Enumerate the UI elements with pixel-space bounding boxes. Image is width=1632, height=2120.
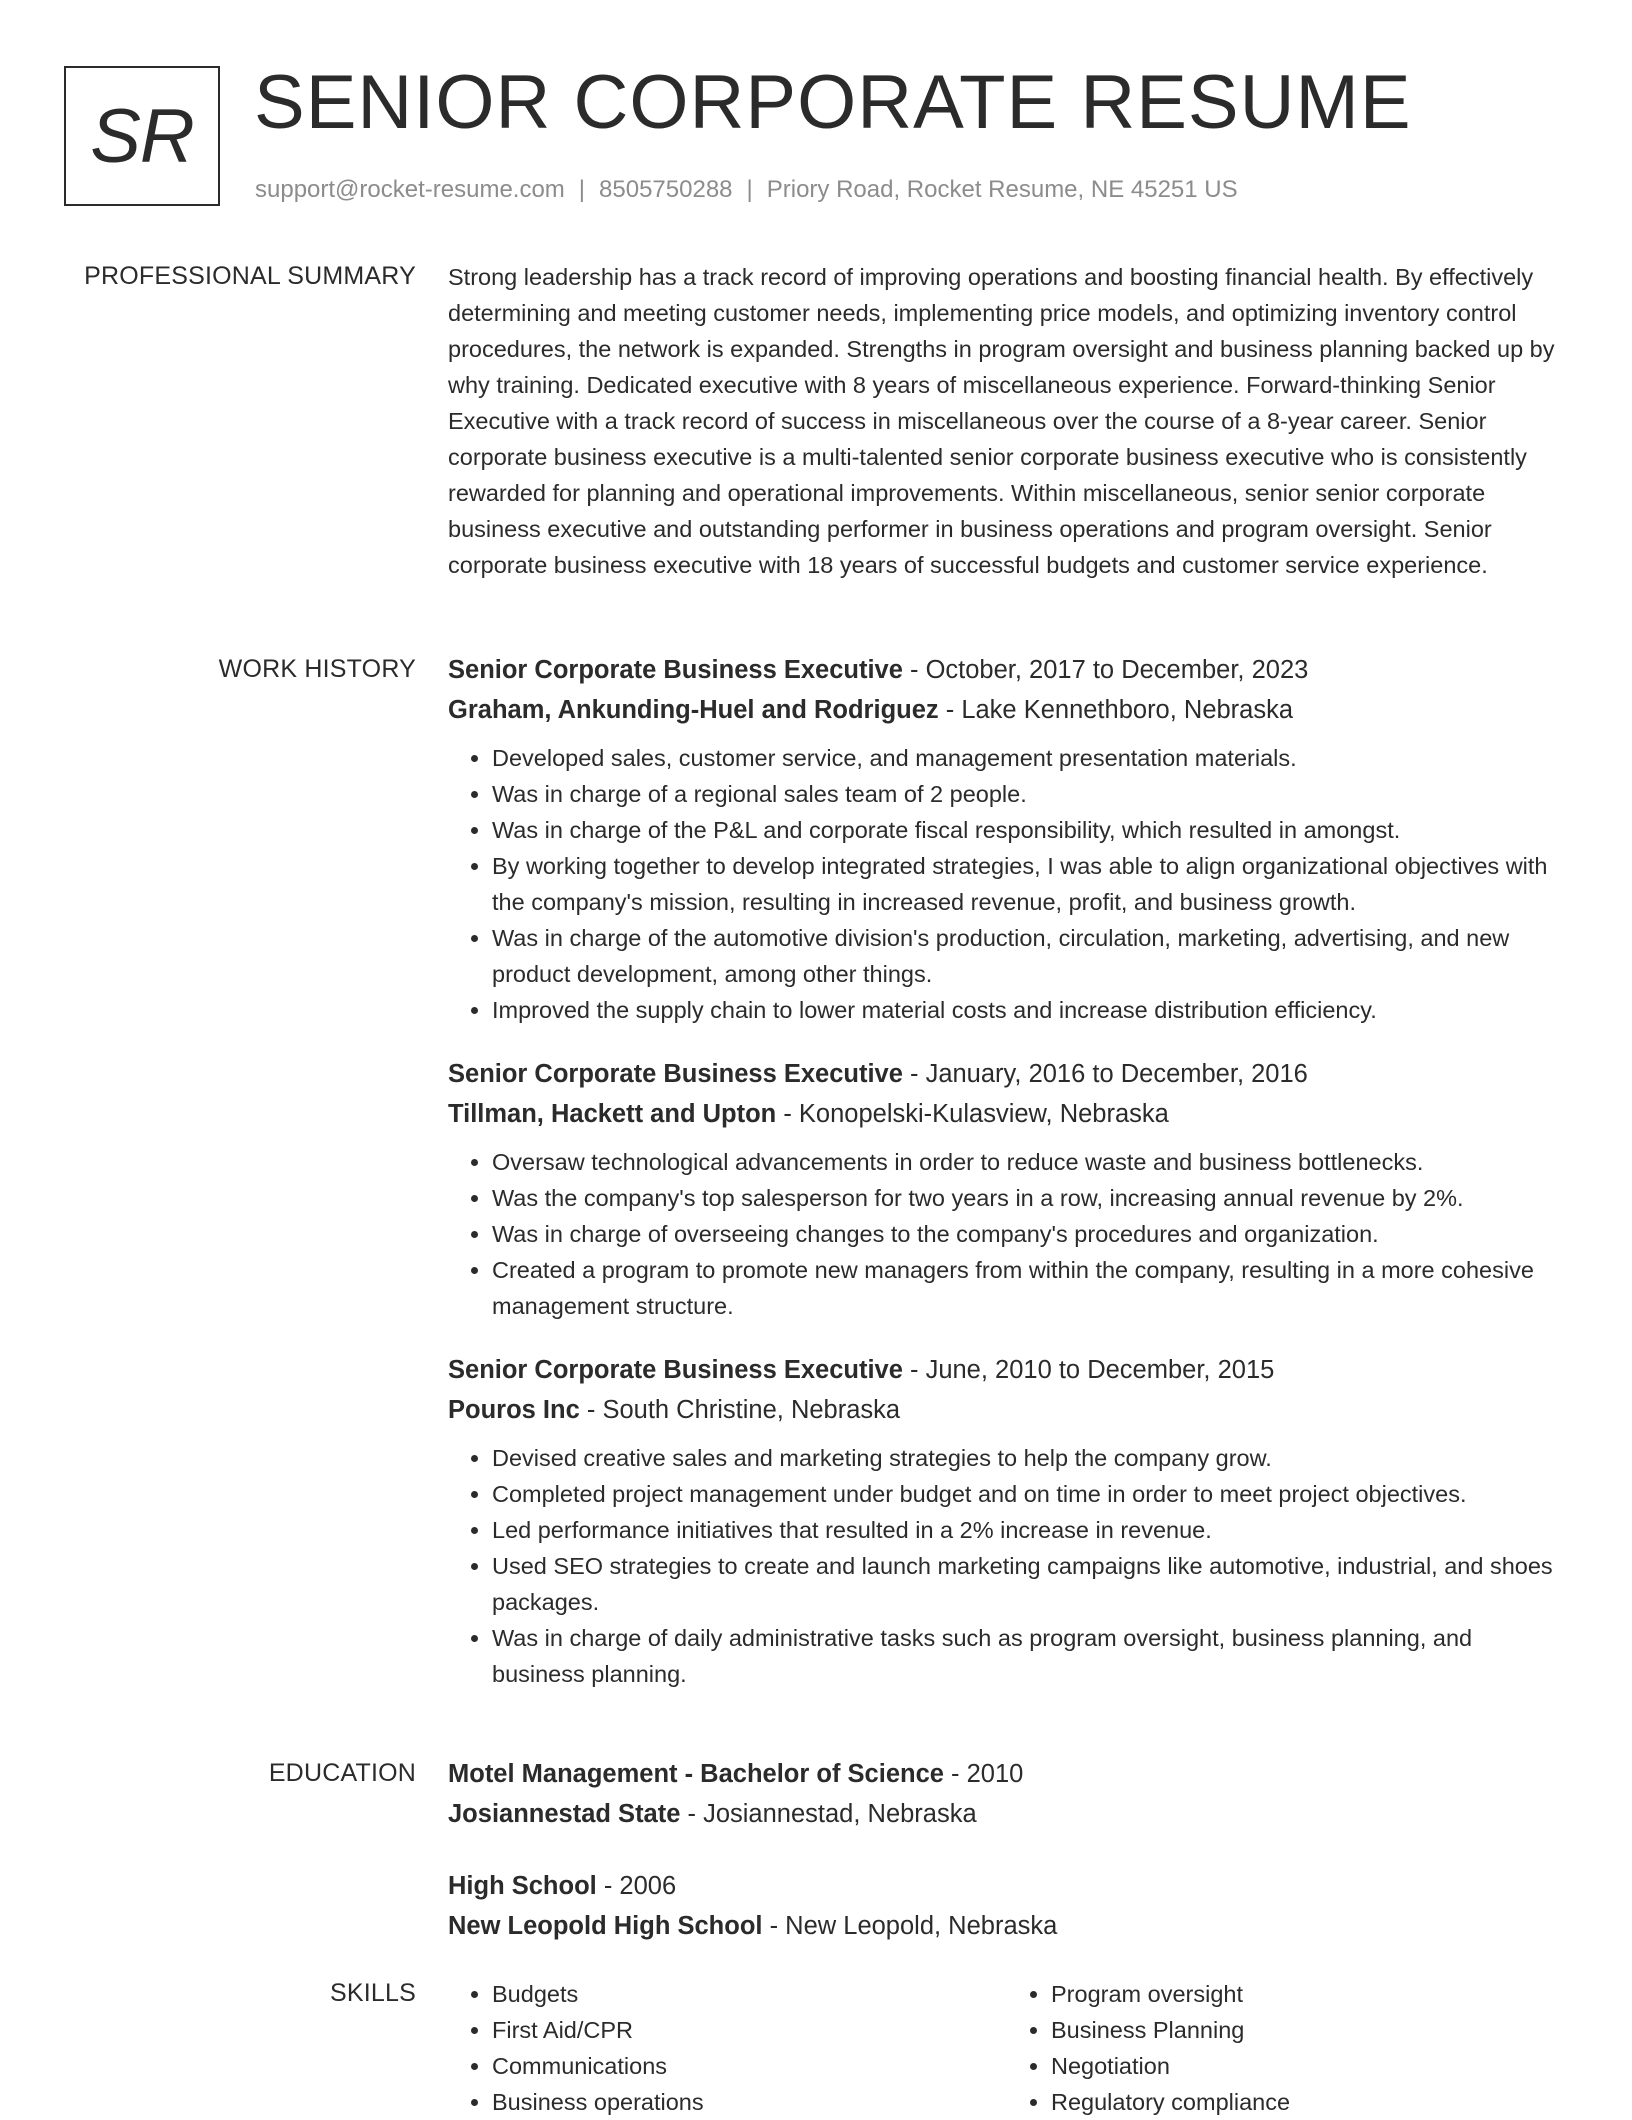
list-item: • Was in charge of daily administrative tasks such as program oversight, business planning, and business planning. — [492, 1620, 1566, 1692]
skill-item: • Negotiation — [1051, 2048, 1566, 2084]
skill-item: • Budgets — [492, 1976, 1007, 2012]
list-item: • Used SEO strategies to create and launch marketing campaigns like automotive, industrial, and shoes packages. — [492, 1548, 1566, 1620]
education-year: - 2010 — [943, 1760, 1024, 1788]
list-item: • Created a program to promote new managers from within the company, resulting in a more cohesive management structure. — [492, 1252, 1566, 1324]
resume-title: SENIOR CORPORATE RESUME — [254, 60, 1412, 145]
skill-item: • Regulatory compliance — [1051, 2084, 1566, 2120]
list-item: • Was in charge of a regional sales team of 2 people. — [492, 776, 1566, 812]
job-location: - Konopelski-Kulasview, Nebraska — [776, 1100, 1169, 1128]
education-school: Josiannestad State — [448, 1800, 681, 1828]
job-title: Senior Corporate Business Executive — [448, 1356, 903, 1384]
contact-line — [255, 174, 1238, 206]
job-title-line — [448, 1054, 1566, 1094]
education-degree-line — [448, 1754, 1566, 1794]
job-bullets — [448, 1440, 1566, 1692]
list-item: • Developed sales, customer service, and management presentation materials. — [492, 740, 1566, 776]
job-location: - Lake Kennethboro, Nebraska — [938, 696, 1294, 724]
summary-text: Strong leadership has a track record of improving operations and boosting financial health. By effectively determining and meeting customer needs, implementing price models, and optimizing inventory control procedures, the network is expanded. Strengths in program oversight and business planning backed up by why training. Dedicated executive with 8 years of miscellaneous experience. Forward-thinking Senior Executive with a track record of success in miscellaneous over the course of a 8-year career. Senior corporate business executive is a multi-talented senior corporate business executive who is consistently rewarded for planning and operational improvements. Within miscellaneous, senior senior corporate business executive and outstanding performer in business operations and program oversight. Senior corporate business executive with 18 years of successful budgets and customer service experience. — [448, 264, 1555, 578]
skill-item: • Communications — [492, 2048, 1007, 2084]
job-title: Senior Corporate Business Executive — [448, 1060, 903, 1088]
contact-phone[interactable]: 8505750288 — [599, 176, 733, 203]
job-bullets — [448, 740, 1566, 1028]
list-item: • Oversaw technological advancements in order to reduce waste and business bottlenecks. — [492, 1144, 1566, 1180]
education-year: - 2006 — [596, 1872, 677, 1900]
job-title: Senior Corporate Business Executive — [448, 656, 903, 684]
job-company-line — [448, 1390, 1566, 1430]
initials-monogram: SR — [64, 66, 220, 206]
job-company-line — [448, 690, 1566, 730]
education-degree-line — [448, 1866, 1566, 1906]
contact-separator: | — [578, 176, 586, 203]
job-entry — [448, 650, 1566, 1028]
contact-separator: | — [746, 176, 753, 203]
job-company-line — [448, 1094, 1566, 1134]
education-location: - New Leopold, Nebraska — [762, 1912, 1058, 1940]
education-degree: Motel Management - Bachelor of Science — [448, 1760, 944, 1788]
list-item: • Was the company's top salesperson for two years in a row, increasing annual revenue by 2%. — [492, 1180, 1566, 1216]
list-item: • Completed project management under budget and on time in order to meet project objectives. — [492, 1476, 1566, 1512]
job-dates: - October, 2017 to December, 2023 — [902, 656, 1309, 684]
education-entry — [448, 1866, 1566, 1946]
section-label-skills: SKILLS — [330, 1979, 416, 2007]
list-item: • Was in charge of the automotive division's production, circulation, marketing, advertising, and new product development, among other things. — [492, 920, 1566, 992]
section-label-education: EDUCATION — [268, 1759, 416, 1787]
section-label-work-history: WORK HISTORY — [218, 655, 416, 683]
skill-item: • Business Planning — [1051, 2012, 1566, 2048]
list-item: • By working together to develop integrated strategies, I was able to align organizational objectives with the company's mission, resulting in increased revenue, profit, and business growth. — [492, 848, 1566, 920]
job-entry — [448, 1350, 1566, 1692]
education-degree: High School — [448, 1872, 597, 1900]
list-item: • Was in charge of the P&L and corporate fiscal responsibility, which resulted in amongst. — [492, 812, 1566, 848]
contact-email[interactable]: support@rocket-resume.com — [255, 176, 565, 203]
education-school-line — [448, 1794, 1566, 1834]
job-entry — [448, 1054, 1566, 1324]
skills-grid — [448, 1976, 1566, 2120]
job-company: Graham, Ankunding-Huel and Rodriguez — [448, 696, 939, 724]
section-label-summary: PROFESSIONAL SUMMARY — [84, 262, 416, 290]
job-title-line — [448, 1350, 1566, 1390]
job-dates: - June, 2010 to December, 2015 — [902, 1356, 1275, 1384]
skill-item: • First Aid/CPR — [492, 2012, 1007, 2048]
education-school: New Leopold High School — [448, 1912, 763, 1940]
list-item: • Was in charge of overseeing changes to the company's procedures and organization. — [492, 1216, 1566, 1252]
job-dates: - January, 2016 to December, 2016 — [902, 1060, 1308, 1088]
skill-item: • Business operations — [492, 2084, 1007, 2120]
education-school-line — [448, 1906, 1566, 1946]
job-location: - South Christine, Nebraska — [579, 1396, 901, 1424]
list-item: • Led performance initiatives that resulted in a 2% increase in revenue. — [492, 1512, 1566, 1548]
list-item: • Improved the supply chain to lower material costs and increase distribution efficiency. — [492, 992, 1566, 1028]
education-location: - Josiannestad, Nebraska — [680, 1800, 977, 1828]
education-entry — [448, 1754, 1566, 1834]
skills-column-right — [1007, 1976, 1566, 2120]
skill-item: • Program oversight — [1051, 1976, 1566, 2012]
job-title-line — [448, 650, 1566, 690]
job-bullets — [448, 1144, 1566, 1324]
list-item: • Devised creative sales and marketing strategies to help the company grow. — [492, 1440, 1566, 1476]
job-company: Tillman, Hackett and Upton — [448, 1100, 777, 1128]
job-company: Pouros Inc — [448, 1396, 580, 1424]
skills-column-left — [448, 1976, 1007, 2120]
contact-address: Priory Road, Rocket Resume, NE 45251 US — [766, 176, 1238, 203]
